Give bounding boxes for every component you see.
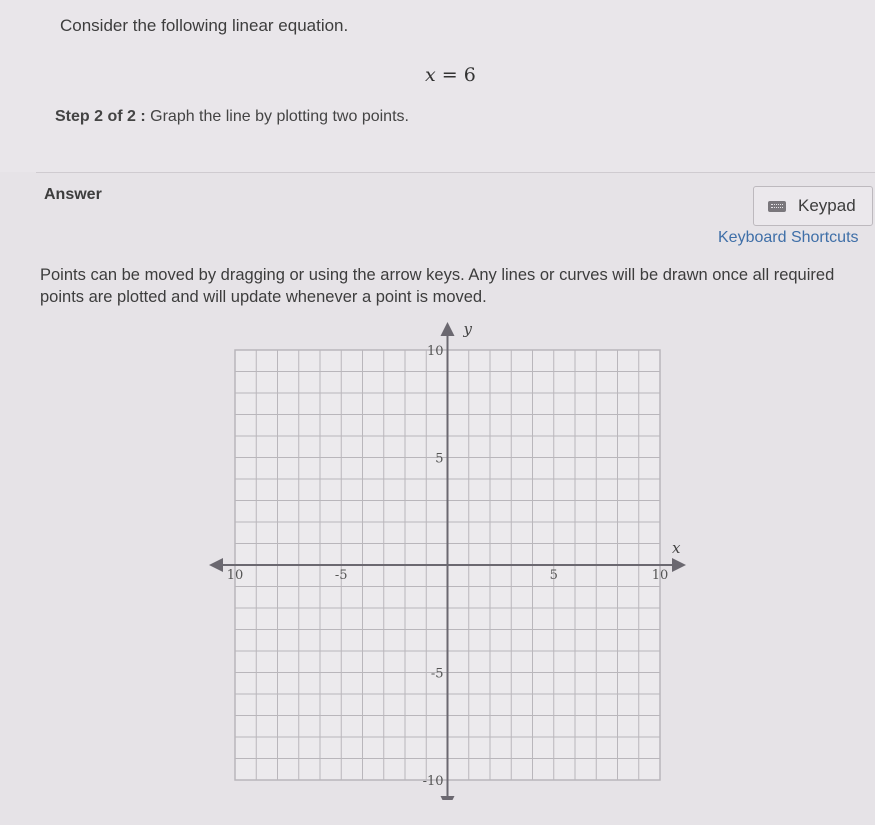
equation-relation: = 6 bbox=[441, 64, 476, 86]
x-tick-label: 5 bbox=[549, 568, 558, 583]
y-axis-label: y bbox=[463, 320, 472, 338]
question-prompt: Consider the following linear equation. bbox=[60, 16, 349, 35]
equation-variable: x bbox=[425, 64, 436, 86]
y-tick-label: 5 bbox=[435, 451, 444, 467]
keypad-button[interactable] bbox=[753, 186, 873, 226]
graph-instructions: Points can be moved by dragging or using the arrow keys. Any lines or curves will be drawn once all required points are plotted and will update whenever a point is moved. bbox=[40, 266, 835, 306]
step-text: Graph the line by plotting two points. bbox=[150, 108, 409, 125]
step-instruction bbox=[55, 108, 409, 126]
coordinate-graph[interactable] bbox=[200, 320, 700, 800]
y-tick-label: -10 bbox=[422, 774, 444, 789]
x-axis-arrow-left bbox=[209, 558, 223, 572]
x-tick-label: -5 bbox=[334, 568, 348, 583]
answer-heading: Answer bbox=[44, 186, 102, 203]
y-tick-label: -5 bbox=[430, 666, 444, 682]
keypad-label: Keypad bbox=[798, 196, 856, 215]
equation bbox=[425, 64, 476, 86]
step-label: Step 2 of 2 : bbox=[55, 108, 146, 125]
keyboard-shortcuts-link[interactable]: Keyboard Shortcuts bbox=[718, 229, 859, 246]
x-axis-label: x bbox=[672, 539, 681, 557]
x-tick-label: 10 bbox=[651, 568, 669, 583]
y-tick-label: 10 bbox=[426, 344, 444, 359]
y-axis-arrow-up bbox=[441, 322, 455, 336]
section-divider bbox=[36, 172, 875, 173]
y-axis-arrow-down bbox=[441, 796, 455, 800]
x-tick-label: 10 bbox=[226, 568, 244, 583]
x-axis-arrow-right bbox=[672, 558, 686, 572]
keyboard-icon bbox=[768, 201, 786, 212]
